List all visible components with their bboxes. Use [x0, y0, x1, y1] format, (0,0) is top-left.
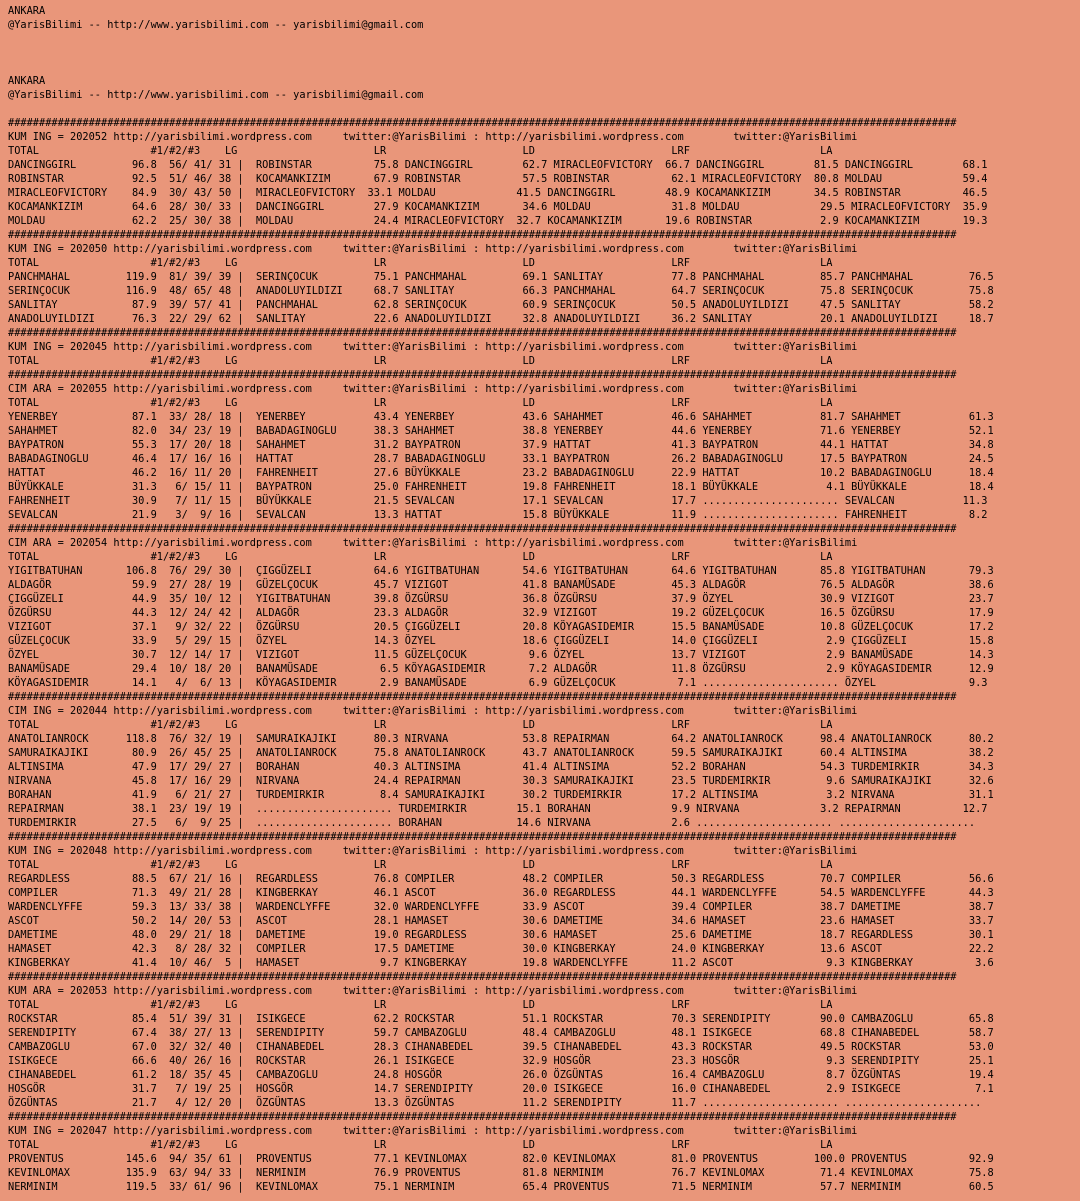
race-result-row: PROVENTUS 145.6 94/ 35/ 61 | PROVENTUS 77.1 KEVINLOMAX 82.0 KEVINLOMAX 81.0 PROVENTUS 100.0 PROVENTUS 92.9 [8, 1153, 994, 1165]
race-result-row: NERMINIM 119.5 33/ 61/ 96 | KEVINLOMAX 75.1 NERMINIM 65.4 PROVENTUS 71.5 NERMINIM 57.7 NERMINIM 60.5 [8, 1181, 994, 1193]
header-city: ANKARA [8, 5, 46, 17]
race-result-row: COMPILER 71.3 49/ 21/ 28 | KINGBERKAY 46.1 ASCOT 36.0 REGARDLESS 44.1 WARDENCLYFFE 54.5 WARDENCLYFFE 44.3 [8, 887, 994, 899]
section-separator: ######################################################################################################################################################### [8, 327, 957, 339]
race-title: CIM ARA = 202055 http://yarisbilimi.wordpress.com twitter:@YarisBilimi : http://yarisbilimi.wordpress.com twitter:@YarisBilimi [8, 383, 858, 395]
race-result-row: CIHANABEDEL 61.2 18/ 35/ 45 | CAMBAZOGLU 24.8 HOSGÖR 26.0 ÖZGÜNTAS 16.4 CAMBAZOGLU 8.7 ÖZGÜNTAS 19.4 [8, 1069, 994, 1081]
race-column-headers: TOTAL #1/#2/#3 LG LR LD LRF LA [8, 355, 833, 367]
section-separator: ######################################################################################################################################################### [8, 229, 957, 241]
race-title: CIM ARA = 202054 http://yarisbilimi.wordpress.com twitter:@YarisBilimi : http://yarisbilimi.wordpress.com twitter:@YarisBilimi [8, 537, 858, 549]
race-title: KUM ING = 202048 http://yarisbilimi.wordpress.com twitter:@YarisBilimi : http://yarisbilimi.wordpress.com twitter:@YarisBilimi [8, 845, 858, 857]
section-separator: ######################################################################################################################################################### [8, 971, 957, 983]
race-column-headers: TOTAL #1/#2/#3 LG LR LD LRF LA [8, 999, 833, 1011]
race-result-row: NIRVANA 45.8 17/ 16/ 29 | NIRVANA 24.4 REPAIRMAN 30.3 SAMURAIKAJIKI 23.5 TURDEMIRKIR 9.6 SAMURAIKAJIKI 32.6 [8, 775, 994, 787]
race-result-row: BAYPATRON 55.3 17/ 20/ 18 | SAHAHMET 31.2 BAYPATRON 37.9 HATTAT 41.3 BAYPATRON 44.1 HATTAT 34.8 [8, 439, 994, 451]
race-result-row: ANATOLIANROCK 118.8 76/ 32/ 19 | SAMURAIKAJIKI 80.3 NIRVANA 53.8 REPAIRMAN 64.2 ANATOLIANROCK 98.4 ANATOLIANROCK 80.2 [8, 733, 994, 745]
race-result-row: BORAHAN 41.9 6/ 21/ 27 | TURDEMIRKIR 8.4 SAMURAIKAJIKI 30.2 TURDEMIRKIR 17.2 ALTINSIMA 3.2 NIRVANA 31.1 [8, 789, 994, 801]
section-separator: ######################################################################################################################################################### [8, 117, 957, 129]
race-column-headers: TOTAL #1/#2/#3 LG LR LD LRF LA [8, 397, 833, 409]
blank-line [8, 102, 1080, 116]
race-column-headers: TOTAL #1/#2/#3 LG LR LD LRF LA [8, 551, 833, 563]
blank-line [8, 60, 1080, 74]
race-result-row: DAMETIME 48.0 29/ 21/ 18 | DAMETIME 19.0 REGARDLESS 30.6 HAMASET 25.6 DAMETIME 18.7 REGARDLESS 30.1 [8, 929, 994, 941]
race-result-row: KEVINLOMAX 135.9 63/ 94/ 33 | NERMINIM 76.9 PROVENTUS 81.8 NERMINIM 76.7 KEVINLOMAX 71.4 KEVINLOMAX 75.8 [8, 1167, 994, 1179]
race-result-row: TURDEMIRKIR 27.5 6/ 9/ 25 | ...................... BORAHAN 14.6 NIRVANA 2.6 ...................... ...................... [8, 817, 976, 829]
race-result-row: SERINÇOCUK 116.9 48/ 65/ 48 | ANADOLUYILDIZI 68.7 SANLITAY 66.3 PANCHMAHAL 64.7 SERINÇOCUK 75.8 SERINÇOCUK 75.8 [8, 285, 994, 297]
race-result-row: ROCKSTAR 85.4 51/ 39/ 31 | ISIKGECE 62.2 ROCKSTAR 51.1 ROCKSTAR 70.3 SERENDIPITY 90.0 CAMBAZOGLU 65.8 [8, 1013, 994, 1025]
race-result-row: MOLDAU 62.2 25/ 30/ 38 | MOLDAU 24.4 MIRACLEOFVICTORY 32.7 KOCAMANKIZIM 19.6 ROBINSTAR 2.9 KOCAMANKIZIM 19.3 [8, 215, 988, 227]
race-result-row: YENERBEY 87.1 33/ 28/ 18 | YENERBEY 43.4 YENERBEY 43.6 SAHAHMET 46.6 SAHAHMET 81.7 SAHAHMET 61.3 [8, 411, 994, 423]
header-contact: @YarisBilimi -- http://www.yarisbilimi.com -- yarisbilimi@gmail.com [8, 19, 424, 31]
race-result-row: ANADOLUYILDIZI 76.3 22/ 29/ 62 | SANLITAY 22.6 ANADOLUYILDIZI 32.8 ANADOLUYILDIZI 36.2 SANLITAY 20.1 ANADOLUYILDIZI 18.7 [8, 313, 994, 325]
race-title: KUM ING = 202047 http://yarisbilimi.wordpress.com twitter:@YarisBilimi : http://yarisbilimi.wordpress.com twitter:@YarisBilimi [8, 1125, 858, 1137]
section-separator: ######################################################################################################################################################### [8, 691, 957, 703]
race-column-headers: TOTAL #1/#2/#3 LG LR LD LRF LA [8, 1139, 833, 1151]
race-result-row: KINGBERKAY 41.4 10/ 46/ 5 | HAMASET 9.7 KINGBERKAY 19.8 WARDENCLYFFE 11.2 ASCOT 9.3 KINGBERKAY 3.6 [8, 957, 994, 969]
race-result-row: GÜZELÇOCUK 33.9 5/ 29/ 15 | ÖZYEL 14.3 ÖZYEL 18.6 ÇIGGÜZELI 14.0 ÇIGGÜZELI 2.9 ÇIGGÜZELI 15.8 [8, 635, 994, 647]
race-result-row: VIZIGOT 37.1 9/ 32/ 22 | ÖZGÜRSU 20.5 ÇIGGÜZELI 20.8 KÖYAGASIDEMIR 15.5 BANAMÜSADE 10.8 GÜZELÇOCUK 17.2 [8, 621, 994, 633]
race-result-row: ALTINSIMA 47.9 17/ 29/ 27 | BORAHAN 40.3 ALTINSIMA 41.4 ALTINSIMA 52.2 BORAHAN 54.3 TURDEMIRKIR 34.3 [8, 761, 994, 773]
race-result-row: SAHAHMET 82.0 34/ 23/ 19 | BABADAGINOGLU 38.3 SAHAHMET 38.8 YENERBEY 44.6 YENERBEY 71.6 YENERBEY 52.1 [8, 425, 994, 437]
race-title: KUM ING = 202050 http://yarisbilimi.wordpress.com twitter:@YarisBilimi : http://yarisbilimi.wordpress.com twitter:@YarisBilimi [8, 243, 858, 255]
race-result-row: BANAMÜSADE 29.4 10/ 18/ 20 | BANAMÜSADE 6.5 KÖYAGASIDEMIR 7.2 ALDAGÖR 11.8 ÖZGÜRSU 2.9 KÖYAGASIDEMIR 12.9 [8, 663, 994, 675]
race-result-row: ALDAGÖR 59.9 27/ 28/ 19 | GÜZELÇOCUK 45.7 VIZIGOT 41.8 BANAMÜSADE 45.3 ALDAGÖR 76.5 ALDAGÖR 38.6 [8, 579, 994, 591]
race-result-row: DANCINGGIRL 96.8 56/ 41/ 31 | ROBINSTAR 75.8 DANCINGGIRL 62.7 MIRACLEOFVICTORY 66.7 DANCINGGIRL 81.5 DANCINGGIRL 68.1 [8, 159, 988, 171]
race-column-headers: TOTAL #1/#2/#3 LG LR LD LRF LA [8, 719, 833, 731]
race-result-row: KÖYAGASIDEMIR 14.1 4/ 6/ 13 | KÖYAGASIDEMIR 2.9 BANAMÜSADE 6.9 GÜZELÇOCUK 7.1 ...................... ÖZYEL 9.3 [8, 677, 988, 689]
race-result-row: ISIKGECE 66.6 40/ 26/ 16 | ROCKSTAR 26.1 ISIKGECE 32.9 HOSGÖR 23.3 HOSGÖR 9.3 SERENDIPITY 25.1 [8, 1055, 994, 1067]
race-result-row: SAMURAIKAJIKI 80.9 26/ 45/ 25 | ANATOLIANROCK 75.8 ANATOLIANROCK 43.7 ANATOLIANROCK 59.5 SAMURAIKAJIKI 60.4 ALTINSIMA 38.2 [8, 747, 994, 759]
race-column-headers: TOTAL #1/#2/#3 LG LR LD LRF LA [8, 145, 833, 157]
race-result-row: REPAIRMAN 38.1 23/ 19/ 19 | ...................... TURDEMIRKIR 15.1 BORAHAN 9.9 NIRVANA 3.2 REPAIRMAN 12.7 [8, 803, 988, 815]
race-result-row: HOSGÖR 31.7 7/ 19/ 25 | HOSGÖR 14.7 SERENDIPITY 20.0 ISIKGECE 16.0 CIHANABEDEL 2.9 ISIKGECE 7.1 [8, 1083, 994, 1095]
race-result-row: SEVALCAN 21.9 3/ 9/ 16 | SEVALCAN 13.3 HATTAT 15.8 BÜYÜKKALE 11.9 ...................... FAHRENHEIT 8.2 [8, 509, 988, 521]
section-separator: ######################################################################################################################################################### [8, 831, 957, 843]
race-result-row: ÇIGGÜZELI 44.9 35/ 10/ 12 | YIGITBATUHAN 39.8 ÖZGÜRSU 36.8 ÖZGÜRSU 37.9 ÖZYEL 30.9 VIZIGOT 23.7 [8, 593, 994, 605]
race-result-row: PANCHMAHAL 119.9 81/ 39/ 39 | SERINÇOCUK 75.1 PANCHMAHAL 69.1 SANLITAY 77.8 PANCHMAHAL 85.7 PANCHMAHAL 76.5 [8, 271, 994, 283]
race-result-row: ROBINSTAR 92.5 51/ 46/ 38 | KOCAMANKIZIM 67.9 ROBINSTAR 57.5 ROBINSTAR 62.1 MIRACLEOFVICTORY 80.8 MOLDAU 59.4 [8, 173, 988, 185]
race-result-row: YIGITBATUHAN 106.8 76/ 29/ 30 | ÇIGGÜZELI 64.6 YIGITBATUHAN 54.6 YIGITBATUHAN 64.6 YIGITBATUHAN 85.8 YIGITBATUHAN 79.3 [8, 565, 994, 577]
race-result-row: MIRACLEOFVICTORY 84.9 30/ 43/ 50 | MIRACLEOFVICTORY 33.1 MOLDAU 41.5 DANCINGGIRL 48.9 KOCAMANKIZIM 34.5 ROBINSTAR 46.5 [8, 187, 988, 199]
blank-line [8, 46, 1080, 60]
race-result-row: SERENDIPITY 67.4 38/ 27/ 13 | SERENDIPITY 59.7 CAMBAZOGLU 48.4 CAMBAZOGLU 48.1 ISIKGECE 68.8 CIHANABEDEL 58.7 [8, 1027, 994, 1039]
race-result-row: ÖZGÜRSU 44.3 12/ 24/ 42 | ALDAGÖR 23.3 ALDAGÖR 32.9 VIZIGOT 19.2 GÜZELÇOCUK 16.5 ÖZGÜRSU 17.9 [8, 607, 994, 619]
race-title: KUM ING = 202052 http://yarisbilimi.wordpress.com twitter:@YarisBilimi : http://yarisbilimi.wordpress.com twitter:@YarisBilimi [8, 131, 858, 143]
race-result-row: SANLITAY 87.9 39/ 57/ 41 | PANCHMAHAL 62.8 SERINÇOCUK 60.9 SERINÇOCUK 50.5 ANADOLUYILDIZI 47.5 SANLITAY 58.2 [8, 299, 994, 311]
race-result-row: ÖZYEL 30.7 12/ 14/ 17 | VIZIGOT 11.5 GÜZELÇOCUK 9.6 ÖZYEL 13.7 VIZIGOT 2.9 BANAMÜSADE 14.3 [8, 649, 994, 661]
blank-line [8, 32, 1080, 46]
race-result-row: HATTAT 46.2 16/ 11/ 20 | FAHRENHEIT 27.6 BÜYÜKKALE 23.2 BABADAGINOGLU 22.9 HATTAT 10.2 BABADAGINOGLU 18.4 [8, 467, 994, 479]
race-result-row: HAMASET 42.3 8/ 28/ 32 | COMPILER 17.5 DAMETIME 30.0 KINGBERKAY 24.0 KINGBERKAY 13.6 ASCOT 22.2 [8, 943, 994, 955]
race-result-row: CAMBAZOGLU 67.0 32/ 32/ 40 | CIHANABEDEL 28.3 CIHANABEDEL 39.5 CIHANABEDEL 43.3 ROCKSTAR 49.5 ROCKSTAR 53.0 [8, 1041, 994, 1053]
race-result-row: BÜYÜKKALE 31.3 6/ 15/ 11 | BAYPATRON 25.0 FAHRENHEIT 19.8 FAHRENHEIT 18.1 BÜYÜKKALE 4.1 BÜYÜKKALE 18.4 [8, 481, 994, 493]
header-contact-repeat: @YarisBilimi -- http://www.yarisbilimi.com -- yarisbilimi@gmail.com [8, 89, 424, 101]
race-result-row: WARDENCLYFFE 59.3 13/ 33/ 38 | WARDENCLYFFE 32.0 WARDENCLYFFE 33.9 ASCOT 39.4 COMPILER 38.7 DAMETIME 38.7 [8, 901, 994, 913]
race-result-row: BABADAGINOGLU 46.4 17/ 16/ 16 | HATTAT 28.7 BABADAGINOGLU 33.1 BAYPATRON 26.2 BABADAGINOGLU 17.5 BAYPATRON 24.5 [8, 453, 994, 465]
race-title: CIM ING = 202044 http://yarisbilimi.wordpress.com twitter:@YarisBilimi : http://yarisbilimi.wordpress.com twitter:@YarisBilimi [8, 705, 858, 717]
section-separator: ######################################################################################################################################################### [8, 523, 957, 535]
race-result-row: ÖZGÜNTAS 21.7 4/ 12/ 20 | ÖZGÜNTAS 13.3 ÖZGÜNTAS 11.2 SERENDIPITY 11.7 ...................... ...................... [8, 1097, 982, 1109]
section-separator: ######################################################################################################################################################### [8, 369, 957, 381]
header-city-repeat: ANKARA [8, 75, 46, 87]
race-result-row: ASCOT 50.2 14/ 20/ 53 | ASCOT 28.1 HAMASET 30.6 DAMETIME 34.6 HAMASET 23.6 HAMASET 33.7 [8, 915, 994, 927]
race-column-headers: TOTAL #1/#2/#3 LG LR LD LRF LA [8, 257, 833, 269]
race-column-headers: TOTAL #1/#2/#3 LG LR LD LRF LA [8, 859, 833, 871]
race-result-row: FAHRENHEIT 30.9 7/ 11/ 15 | BÜYÜKKALE 21.5 SEVALCAN 17.1 SEVALCAN 17.7 ...................... SEVALCAN 11.3 [8, 495, 988, 507]
race-tables [8, 116, 1080, 1194]
race-result-row: KOCAMANKIZIM 64.6 28/ 30/ 33 | DANCINGGIRL 27.9 KOCAMANKIZIM 34.6 MOLDAU 31.8 MOLDAU 29.5 MIRACLEOFVICTORY 35.9 [8, 201, 988, 213]
race-title: KUM ING = 202045 http://yarisbilimi.wordpress.com twitter:@YarisBilimi : http://yarisbilimi.wordpress.com twitter:@YarisBilimi [8, 341, 858, 353]
race-title: KUM ARA = 202053 http://yarisbilimi.wordpress.com twitter:@YarisBilimi : http://yarisbilimi.wordpress.com twitter:@YarisBilimi [8, 985, 858, 997]
race-result-row: REGARDLESS 88.5 67/ 21/ 16 | REGARDLESS 76.8 COMPILER 48.2 COMPILER 50.3 REGARDLESS 70.7 COMPILER 56.6 [8, 873, 994, 885]
section-separator: ######################################################################################################################################################### [8, 1111, 957, 1123]
